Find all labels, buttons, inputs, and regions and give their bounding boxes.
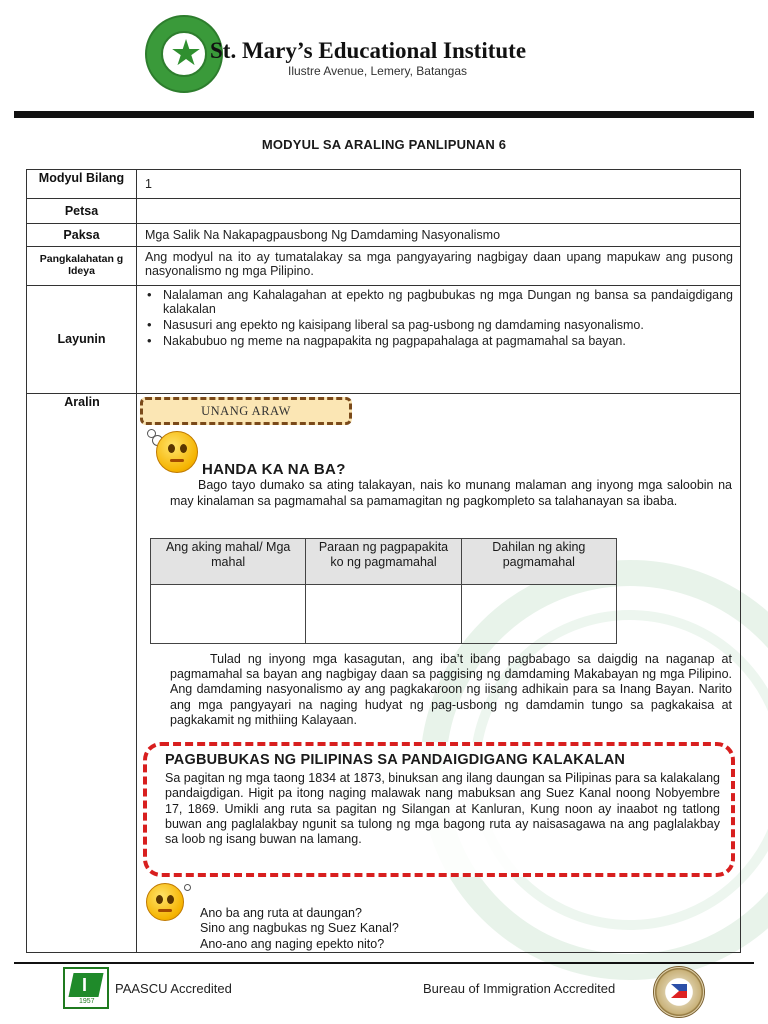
school-name: St. Mary’s Educational Institute [210,38,527,63]
bureau-accreditation: Bureau of Immigration Accredited [423,981,616,996]
row-divider [26,246,741,247]
layunin-list [145,288,733,350]
school-address: Ilustre Avenue, Lemery, Batangas [288,64,467,78]
topic-body: Sa pagitan ng mga taong 1834 at 1873, binuksan ang ilang daungan sa Pilipinas para sa kalakalang pandaigdigan. Higit pa itong naging malawak nang mabuksan ang Suez Kanal noong Nobyembre 17, 1869. Umikli ang ruta sa pagitan ng Silangan at Kanluran, Kung noon ay inaabot ng tatlong buwan ang paglalakbay ngunit sa tulong ng mga bagong ruta ay naisasagawa na ang paglalakbay sa loob ng isang buwan na lamang. [165,771,720,847]
nationalism-paragraph: Tulad ng inyong mga kasagutan, ang iba’t ibang pagbabago sa daigdig na naganap at pagmamahal sa bayan ang nagbigay daan sa paggising ng damdaming Makabayan ng mga Pilipino. Ang damdaming nasyonalismo ay ang pagkakaroon ng iisang adhikain para sa Inang Bayan. Narito ang mga pangyayari na naging hudyat ng pag-usbong ng damdamin tungo sa pagkakaisa at pagkakamit ng mithiing Kalayaan. [170,652,732,727]
paascu-year: 1957 [79,998,95,1005]
paksa-label: Paksa [63,228,100,242]
star-icon: ★ [169,33,203,74]
questions-list [200,906,399,952]
question-item: Ano ba ang ruta at daungan? [200,906,362,920]
module-title: MODYUL SA ARALING PANLIPUNAN 6 [261,137,507,152]
footer-divider [14,962,754,964]
modyul-bilang-label: Modyul Bilang [38,171,125,185]
thinking-emoji-icon [156,431,198,473]
row-divider [26,223,741,224]
objective-item: • Nasusuri ang epekto ng kaisipang liberal sa pag-usbong ng damdaming nasyonalismo. [145,318,733,332]
petsa-label: Petsa [64,204,99,218]
row-divider [26,285,741,286]
paksa-value: Mga Salik Na Nakapagpausbong Ng Damdaming Nasyonalismo [145,228,501,242]
table-header: Ang aking mahal/ Mga mahal [151,539,306,585]
table-column-divider [136,169,137,953]
answer-cell[interactable] [461,585,616,644]
day-label-box: UNANG ARAW [140,397,352,425]
paascu-logo: I 1957 [63,967,109,1009]
thinking-emoji-icon [146,883,184,921]
table-header: Paraan ng pagpapakita ko ng pagmamahal [306,539,461,585]
aralin-label: Aralin [64,395,100,409]
paascu-accreditation: PAASCU Accredited [115,981,232,996]
bureau-seal-icon [653,966,705,1018]
objective-item: • Nalalaman ang Kahalagahan at epekto ng pagbubukas ng mga Dungan ng bansa sa pandaigdigang kalakalan [145,288,733,316]
table-header: Dahilan ng aking pagmamahal [461,539,616,585]
thought-bubble-icon [184,884,191,891]
logo-center [161,31,207,77]
row-divider [26,198,741,199]
answer-cell[interactable] [151,585,306,644]
love-reflection-table [150,538,617,644]
question-item: Ano-ano ang naging epekto nito? [200,936,385,951]
question-item: Sino ang nagbukas ng Suez Kanal? [200,921,399,936]
topic-title: PAGBUBUKAS NG PILIPINAS SA PANDAIGDIGANG KALAKALAN [165,752,626,768]
flag-icon [671,984,687,998]
pangkalahatang-ideya-label: Pangkalahatan g Ideya [39,253,124,277]
row-divider [26,393,741,394]
layunin-label: Layunin [57,332,106,346]
header-divider [14,111,754,118]
objective-item: • Nakabubuo ng meme na nagpapakita ng pagpapahalaga at pagmamahal sa bayan. [145,334,733,348]
handa-title: HANDA KA NA BA? [202,461,346,478]
pangkalahatang-ideya-value: Ang modyul na ito ay tumatalakay sa mga pangyayaring nagbigay daan upang mapukaw ang pusong nasyonalismo ng mga Pilipino. [145,250,733,278]
modyul-bilang-value: 1 [145,177,152,191]
intro-text: Bago tayo dumako sa ating talakayan, nais ko munang malaman ang inyong mga saloobin na may kinalaman sa pagmamahal sa pamamagitan ng pagkompleto sa talahanayan sa ibaba. [170,478,732,508]
answer-cell[interactable] [306,585,461,644]
